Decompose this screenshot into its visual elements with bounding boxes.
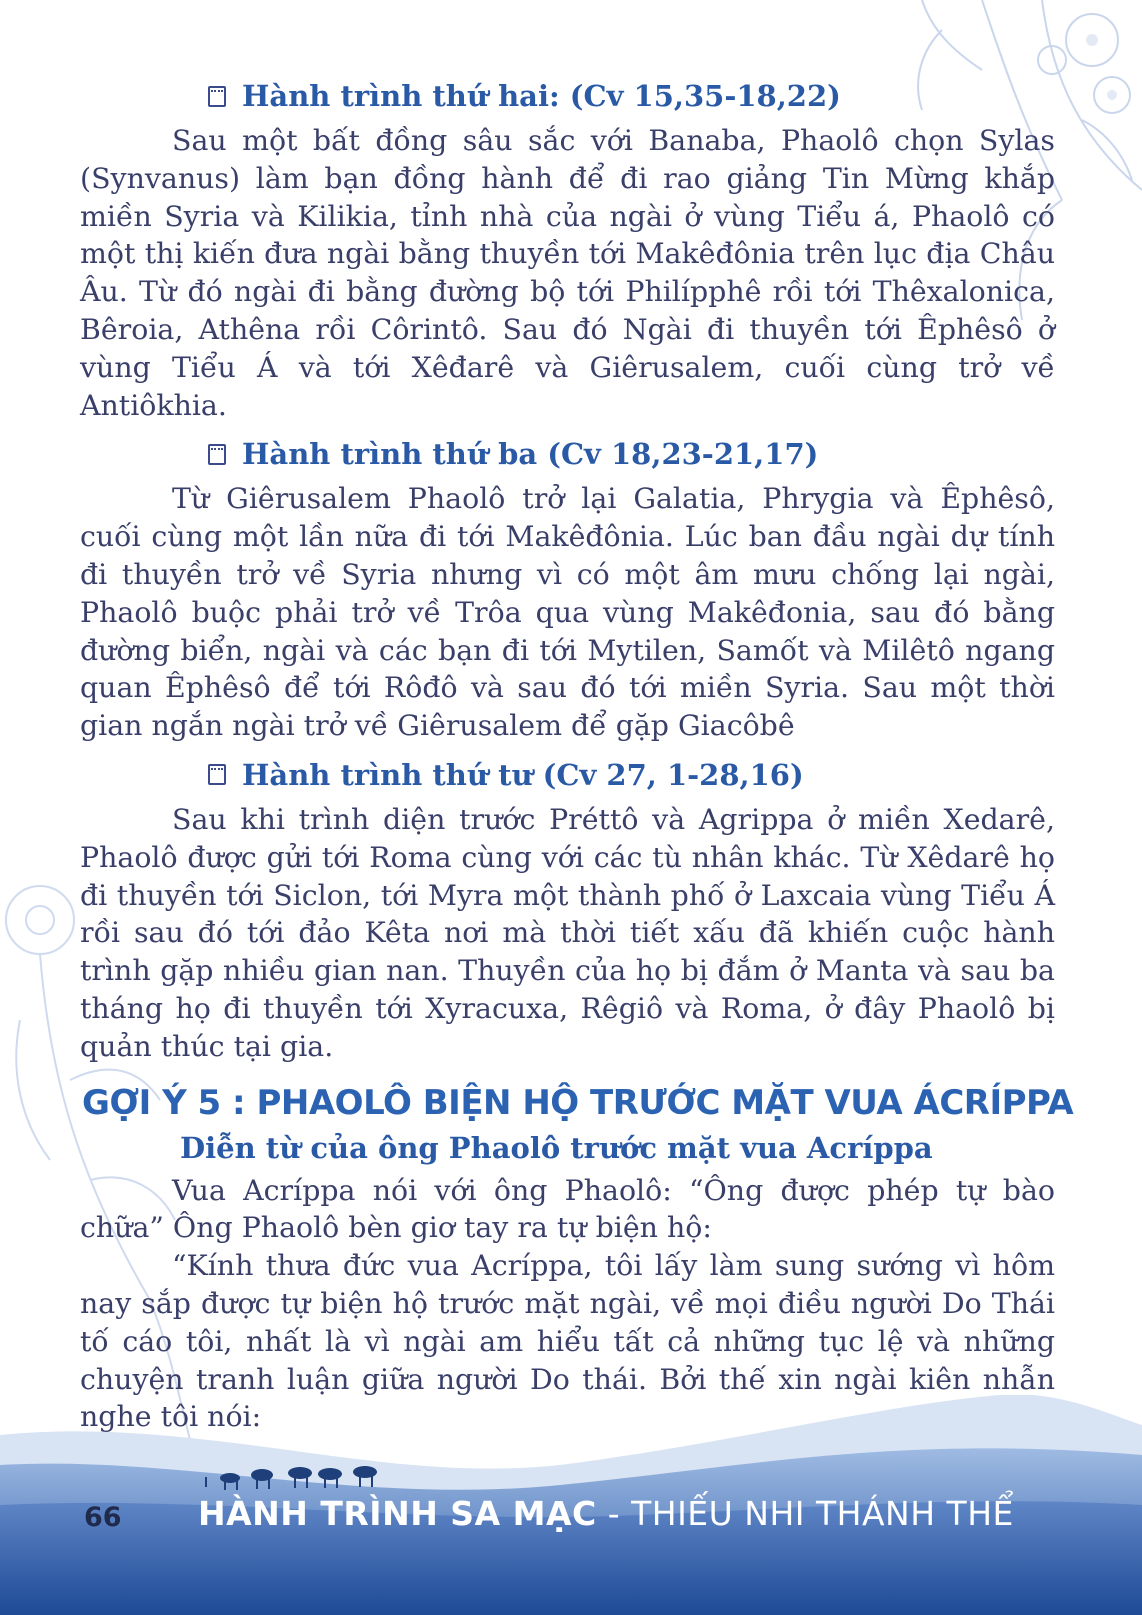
paragraph-third-journey: Từ Giêrusalem Phaolô trở lại Galatia, Phrygia và Êphêsô, cuối cùng một lần nữa đi tới Makêđônia. Lúc ban đầu ngài dự tính đi thuyền trở về Syria nhưng vì có một âm mưu chống lại ngài, Phaolô buộc phải trở về Trôa qua vùng Makêđonia, sau đó bằng đường biển, ngài và các bạn đi tới Mytilen, Samốt và Milêtô ngang quan Êphêsô để tới Rôđô và sau đó tới miền Syria. Sau một thời gian ngắn ngài trở về Giêrusalem để gặp Giacôbê: [80, 482, 1055, 743]
footer-title-separator: -: [596, 1494, 632, 1533]
notepad-icon: [208, 444, 226, 465]
section-heading-third-journey: [80, 432, 1055, 476]
chapter-paragraph: “Kính thưa đức vua Acríppa, tôi lấy làm sung sướng vì hôm nay sắp được tự biện hộ trước mặt ngài, về mọi điều người Do Thái tố cáo tôi, nhất là vì ngài am hiểu tất cả những tục lệ và những chuyện tranh luận giữa người Do thái. Bởi thế xin ngài kiên nhẫn nghe tôi nói:: [80, 1249, 1055, 1434]
notepad-icon: [208, 764, 226, 785]
section-heading-second-journey: [80, 74, 1055, 118]
paragraph-fourth-journey: Sau khi trình diện trước Préttô và Agrippa ở miền Xedarê, Phaolô được gửi tới Roma cùng với các tù nhân khác. Từ Xêdarê họ đi thuyền tới Siclon, tới Myra một thành phố ở Laxcaia vùng Tiểu Á rồi sau đó tới đảo Kêta nơi mà thời tiết xấu đã khiến cuộc hành trình gặp nhiều gian nan. Thuyền của họ bị đắm ở Manta và sau ba tháng họ đi thuyền tới Xyracuxa, Rêgiô và Roma, ở đây Phaolô bị quản thúc tại gia.: [80, 802, 1055, 1063]
paragraph-second-journey: Sau một bất đồng sâu sắc với Banaba, Phaolô chọn Sylas (Synvanus) làm bạn đồng hành để đi rao giảng Tin Mừng khắp miền Syria và Kilikia, tỉnh nhà của ngài ở vùng Tiểu á, Phaolô có một thị kiến đưa ngài bằng thuyền tới Makêđônia trên lục địa Châu Âu. Từ đó ngài đi bằng đường bộ tới Philípphê rồi tới Thêxalonica, Bêroia, Athêna rồi Côrintô. Sau đó Ngài đi thuyền tới Êphêsô ở vùng Tiểu Á và tới Xêđarê và Giêrusalem, cuối cùng trở về Antiôkhia.: [80, 124, 1055, 422]
chapter-title: GỢI Ý 5 : PHAOLÔ BIỆN HỘ TRƯỚC MẶT VUA ÁCRÍPPA: [82, 1082, 1074, 1123]
page-number: 66: [84, 1502, 122, 1533]
section-heading-text: Hành trình thứ ba (Cv 18,23-21,17): [242, 437, 819, 472]
section-heading-text: Hành trình thứ tư (Cv 27, 1-28,16): [242, 757, 804, 792]
page-content: [80, 74, 1074, 1436]
section-heading-text: Hành trình thứ hai: (Cv 15,35-18,22): [242, 79, 841, 113]
footer-title-bold: HÀNH TRÌNH SA MẠC: [198, 1494, 597, 1533]
footer-title-rest: THIẾU NHI THÁNH THỂ: [631, 1494, 1014, 1533]
chapter-subtitle: Diễn từ của ông Phaolô trước mặt vua Acríppa: [180, 1130, 933, 1165]
footer-book-title: [198, 1494, 1014, 1533]
section-heading-fourth-journey: [80, 753, 1055, 797]
notepad-icon: [208, 86, 226, 107]
chapter-paragraph: Vua Acríppa nói với ông Phaolô: “Ông được phép tự bào chữa” Ông Phaolô bèn giơ tay ra tự biện hộ:: [80, 1173, 1055, 1245]
